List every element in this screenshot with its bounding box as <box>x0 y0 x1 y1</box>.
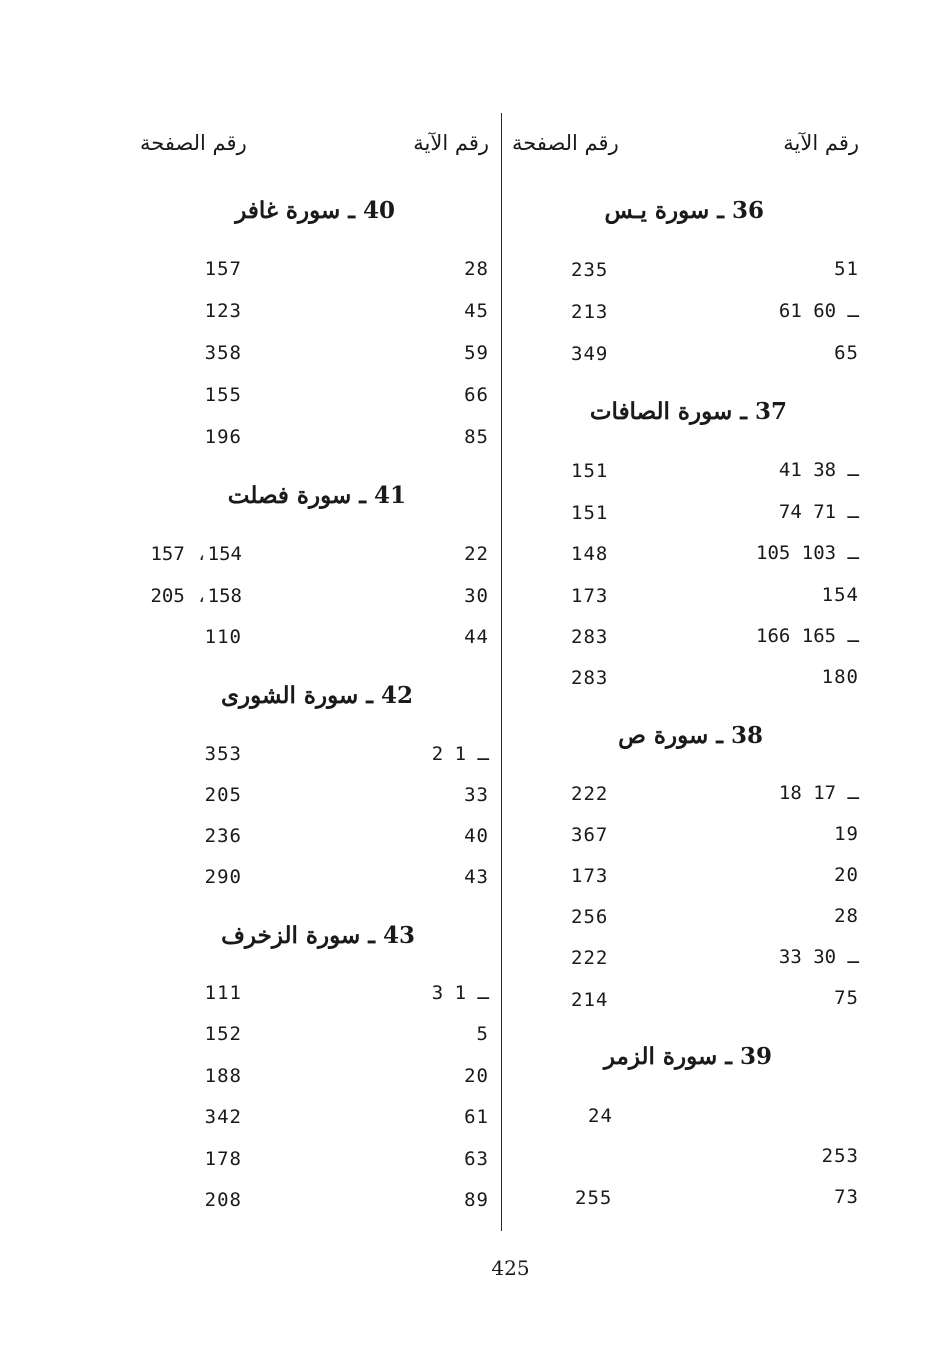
page-reference: 188 <box>204 1065 242 1087</box>
surah-heading-36: 36 ـ سورة يـس <box>604 197 764 224</box>
ayah-number: 74 ـ 71 <box>778 501 859 523</box>
page-reference: 342 <box>204 1106 242 1128</box>
page-reference: 152 <box>204 1023 242 1045</box>
ayah-number: 28 <box>834 905 859 927</box>
page-reference: 148 <box>571 543 609 565</box>
left-ayah-header: رقم الآية <box>413 131 489 155</box>
ayah-number: 180 <box>821 666 859 688</box>
surah-heading-43: 43 ـ سورة الزخرف <box>221 922 415 949</box>
page-reference: 111 <box>204 982 242 1004</box>
ayah-number: 61 ـ 60 <box>778 300 859 322</box>
page-reference: 213 <box>571 301 609 323</box>
ayah-number: 66 <box>464 384 489 406</box>
ayah-number: 33 ـ 30 <box>778 946 859 968</box>
ayah-number: 43 <box>464 866 489 888</box>
page-number: 425 <box>491 1256 530 1280</box>
ayah-number: 65 <box>834 342 859 364</box>
ayah-number: 59 <box>464 342 489 364</box>
surah-heading-38: 38 ـ سورة ص <box>618 722 763 749</box>
page-reference: 110 <box>204 626 242 648</box>
page-reference: 208 <box>204 1189 242 1211</box>
page-reference: 157 ،154 <box>150 543 242 565</box>
ayah-number: 105 ـ 103 <box>756 542 859 564</box>
page-reference: 151 <box>571 460 609 482</box>
ayah-number: 73 <box>834 1186 859 1208</box>
page-reference: 196 <box>204 426 242 448</box>
page-reference: 255 <box>575 1187 613 1209</box>
page-reference: 157 <box>204 258 242 280</box>
page-reference: 151 <box>571 502 609 524</box>
page-reference: 155 <box>204 384 242 406</box>
page-reference: 290 <box>204 866 242 888</box>
page-reference: 214 <box>571 989 609 1011</box>
page-reference: 123 <box>204 300 242 322</box>
page-reference: 235 <box>571 259 609 281</box>
page-reference: 353 <box>204 743 242 765</box>
ayah-number: 51 <box>834 258 859 280</box>
surah-heading-41: 41 ـ سورة فصلت <box>227 482 406 509</box>
page-reference: 367 <box>571 824 609 846</box>
ayah-number: 20 <box>834 864 859 886</box>
page-reference: 349 <box>571 343 609 365</box>
ayah-number: 41 ـ 38 <box>778 459 859 481</box>
page-reference: 173 <box>571 865 609 887</box>
ayah-number: 28 <box>464 258 489 280</box>
ayah-number: 18 ـ 17 <box>778 782 859 804</box>
ayah-number: 5 <box>476 1023 489 1045</box>
ayah-number: 19 <box>834 823 859 845</box>
ayah-number: 40 <box>464 825 489 847</box>
ayah-number: 2 ـ 1 <box>431 743 489 765</box>
page-reference: 358 <box>204 342 242 364</box>
right-page-header: رقم الصفحة <box>512 131 619 155</box>
ayah-number: 75 <box>834 987 859 1009</box>
surah-heading-40: 40 ـ سورة غافر <box>235 197 395 224</box>
page-reference: 173 <box>571 585 609 607</box>
page-reference: 256 <box>571 906 609 928</box>
page-reference: 222 <box>571 947 609 969</box>
ayah-number: 45 <box>464 300 489 322</box>
page-reference: 236 <box>204 825 242 847</box>
column-divider <box>501 113 502 1231</box>
page-reference: 205 <box>204 784 242 806</box>
page-reference: 205 ،158 <box>150 585 242 607</box>
ayah-number: 44 <box>464 626 489 648</box>
left-page-header: رقم الصفحة <box>140 131 247 155</box>
ayah-number: 30 <box>464 585 489 607</box>
page-reference: 178 <box>204 1148 242 1170</box>
ayah-number: 89 <box>464 1189 489 1211</box>
page-reference: 283 <box>571 667 609 689</box>
ayah-number: 22 <box>464 543 489 565</box>
ayah-number: 154 <box>821 584 859 606</box>
right-ayah-header: رقم الآية <box>783 131 859 155</box>
ayah-number: 33 <box>464 784 489 806</box>
ayah-number: 3 ـ 1 <box>431 982 489 1004</box>
ayah-number: 85 <box>464 426 489 448</box>
ayah-number: 61 <box>464 1106 489 1128</box>
ayah-number: 20 <box>464 1065 489 1087</box>
page-reference: 24 <box>588 1105 613 1127</box>
page-reference: 222 <box>571 783 609 805</box>
ayah-number: 253 <box>821 1145 859 1167</box>
surah-heading-42: 42 ـ سورة الشورى <box>221 682 413 709</box>
ayah-number: 63 <box>464 1148 489 1170</box>
surah-heading-39: 39 ـ سورة الزمر <box>603 1043 772 1070</box>
ayah-number: 166 ـ 165 <box>756 625 859 647</box>
surah-heading-37: 37 ـ سورة الصافات <box>589 398 787 425</box>
page-reference: 283 <box>571 626 609 648</box>
